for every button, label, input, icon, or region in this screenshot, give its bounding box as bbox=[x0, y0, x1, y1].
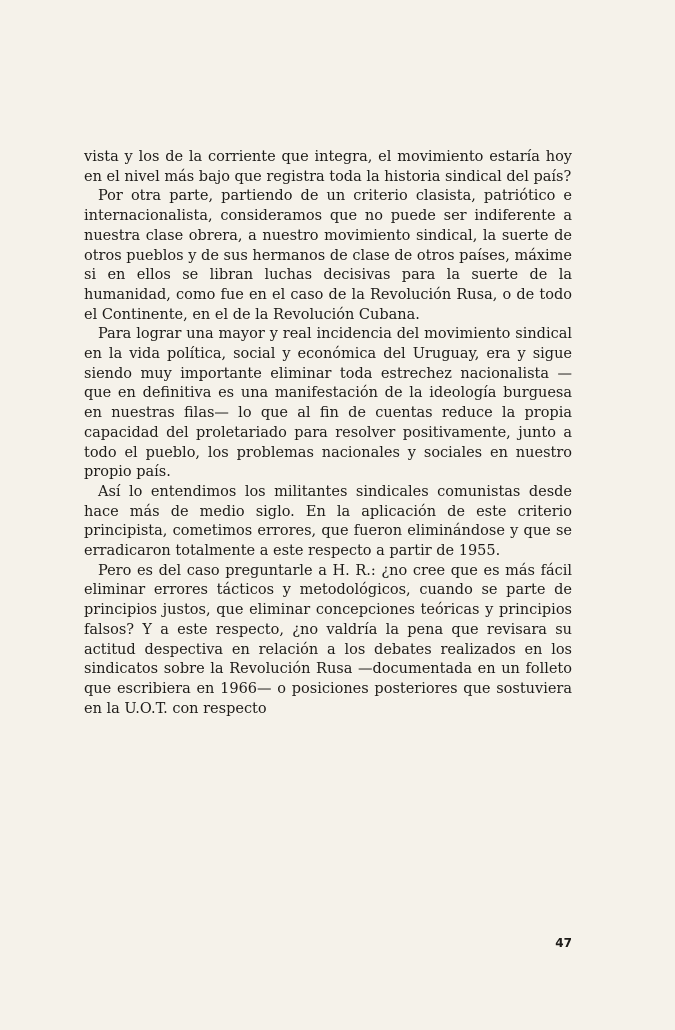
paragraph-5: Pero es del caso preguntarle a H. R.: ¿no cree que es más fácil eliminar errores tácticos y metodológicos, cuando se parte de principios justos, que eliminar concepciones teóricas y principios falsos? Y a este respecto, ¿no valdría la pena que revisara su actitud despectiva en relación a los debates realizados en los sindicatos sobre la Revolución Rusa —documentada en un folleto que escribiera en 1966— o posiciones posteriores que sostuviera en la U.O.T. con respecto bbox=[84, 562, 572, 717]
paragraph-3: Para lograr una mayor y real incidencia del movimiento sindical en la vida política, social y económica del Uruguay, era y sigue siendo muy importante eliminar toda estrechez nacionalista —que en definitiva es una manifestación de la ideología burguesa en nuestras filas— lo que al fin de cuentas reduce la propia capacidad del proletariado para resolver positivamente, junto a todo el pueblo, los problemas nacionales y sociales en nuestro propio país. bbox=[84, 326, 572, 481]
paragraph-1: vista y los de la corriente que integra, el movimiento estaría hoy en el nivel más bajo que registra toda la historia sindical del país? bbox=[84, 149, 572, 185]
paragraph-2: Por otra parte, partiendo de un criterio clasista, patriótico e internacionalista, consideramos que no puede ser indiferente a nuestra clase obrera, a nuestro movimiento sindical, la suerte de otros pueblos y de sus hermanos de clase de otros países, máxime si en ellos se libran luchas decisivas para la suerte de la humanidad, como fue en el caso de la Revolución Rusa, o de todo el Continente, en el de la Revolución Cubana. bbox=[84, 188, 572, 323]
paragraph-4: Así lo entendimos los militantes sindicales comunistas desde hace más de medio siglo. En la aplicación de este criterio principista, cometimos errores, que fueron eliminándose y que se erradicaron totalmente a este respecto a partir de 1955. bbox=[84, 483, 572, 560]
body-text bbox=[84, 148, 572, 719]
page-number: 47 bbox=[555, 936, 572, 950]
